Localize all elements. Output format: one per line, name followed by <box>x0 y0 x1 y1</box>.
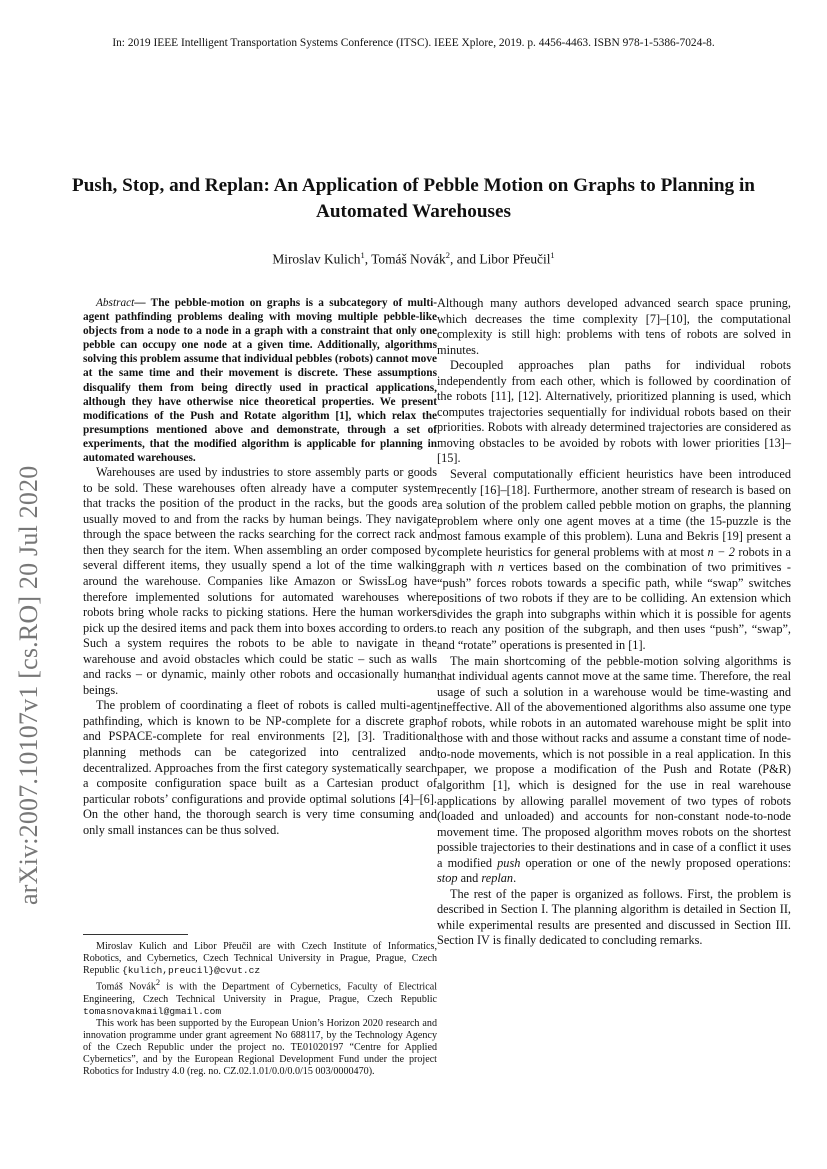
footnote-rule <box>83 934 188 935</box>
body-paragraph <box>437 467 791 654</box>
footnote-affiliation-1 <box>83 941 437 977</box>
author-separator: , <box>364 251 372 267</box>
footnote-affiliation-2 <box>83 977 437 1018</box>
text-run: The main shortcoming of the pebble-motion solving algorithms is that individual agents cannot move at the same time. Therefore, the real usage of such a solution in a warehouse would be time-wasting and ineffective. All of the abovementioned algorithms also assume one type of robots, while robots in an automated warehouse might be split into those with and those without racks and assume a constant time of node-to-node movements, which is not possible in a real application. In this paper, we propose a modification of the Push and Rotate (P&R) algorithm [1], which is designed for the use in real warehouse applications by allowing parallel movement of two types of robots (loaded and unloaded) and accounts for non-constant node-to-node movement time. The proposed algorithm moves robots on the shortest possible trajectories to their destinations and in case of a conflict it uses a modified <box>437 653 791 870</box>
body-paragraph: Decoupled approaches plan paths for individual robots independently from each other, which is followed by coordination of the robots [11], [12]. Alternatively, prioritized planning is used, which computes trajectories sequentially for individual robots based on their priorities. Robots with already determined trajectories are considered as moving obstacles to be avoided by robots with lower priorities [13]–[15]. <box>437 358 791 466</box>
text-run: Several computationally efficient heuristics have been introduced recently [16]–[18]. Furthermore, another stream of research is based on a solution of the problem called pebble motion on graphs, the planning problem where only one agent moves at a time (the 15-puzzle is the most famous example of this problem). Luna and Bekris [19] present a complete heuristics for general problems with at most <box>437 467 791 559</box>
author-name: Tomáš Novák <box>371 251 446 267</box>
footnotes <box>83 941 437 1078</box>
footnote-author: Tomáš Novák <box>96 981 156 993</box>
right-column <box>437 296 791 949</box>
text-run: operation or one of the newly proposed operations: <box>520 855 791 870</box>
text-run: robots in a graph with <box>437 544 791 575</box>
footnote-funding: This work has been supported by the European Union’s Horizon 2020 research and innovation programme under grant agreement No 688117, by the Technology Agency of the Czech Republic under the project no. TE01020197 “Centre for Applied Cybernetics”, and by the European Regional Development Fund under the project Robotics for Industry 4.0 (reg. no. CZ.02.1.01/0.0/0.0/15 003/0000470). <box>83 1017 437 1078</box>
author-affiliation: 1 <box>550 250 555 260</box>
emphasis: push <box>497 855 521 870</box>
text-run: vertices based on the combination of two primitives - “push” forces robots towards a specific path, while “swap” switches positions of two robots if they are to be colliding. An extension which divides the graph into subgraphs within which it is possible for agents to reach any position of the subgraph, and then uses “push”, “swap”, and “rotate” operations is presented in [1]. <box>437 560 791 653</box>
math-expression: n <box>497 560 504 575</box>
footnote-text: Miroslav Kulich and Libor Přeučil are with Czech Institute of Informatics, Robotics, and Cybernetics, Czech Technical University in Prague, Prague, Czech Republic <box>83 941 437 977</box>
publication-header: In: 2019 IEEE Intelligent Transportation Systems Conference (ITSC). IEEE Xplore, 2019. p. 4456-4463. ISBN 978-1-5386-7024-8. <box>112 37 715 49</box>
email-address: tomasnovakmail@gmail.com <box>83 1005 222 1017</box>
body-paragraph: The rest of the paper is organized as follows. First, the problem is described in Section I. The planning algorithm is detailed in Section II, while experimental results are presented and discussed in Section III. Section IV is finally dedicated to concluding remarks. <box>437 886 791 948</box>
footnote-text: is with the Department of Cybernetics, Faculty of Electrical Engineering, Czech Technical University in Prague, Prague, Czech Republic <box>83 981 437 1005</box>
author-name: Miroslav Kulich <box>272 251 361 267</box>
footnote-sup: 2 <box>155 978 161 988</box>
body-paragraph: The problem of coordinating a fleet of robots is called multi-agent pathfinding, which is known to be NP-complete for a discrete graph and PSPACE-complete for real environments [2], [3]. Traditional planning methods can be categorized into centralized and decentralized. Approaches from the first category systematically search a composite configuration space built as a Cartesian product of particular robots’ configurations and provide optimal solutions [4]–[6]. On the other hand, the thorough search is very time consuming and only small instances can be thus solved. <box>83 698 437 837</box>
abstract-lead: Abstract <box>96 297 135 309</box>
paper-title: Push, Stop, and Replan: An Application of Pebble Motion on Graphs to Planning in Automated Warehouses <box>72 175 755 222</box>
text-run: and <box>457 871 482 886</box>
email-address: {kulich,preucil}@cvut.cz <box>121 965 261 977</box>
body-paragraph <box>437 654 791 887</box>
body-paragraph: Although many authors developed advanced search space pruning, which decreases the time complexity [7]–[10], the computational complexity is still high: problems with tens of robots are solved in minutes. <box>437 296 791 357</box>
author-affiliation: 2 <box>445 250 450 260</box>
emphasis: replan <box>481 871 514 886</box>
author-list <box>0 250 827 267</box>
arxiv-sidebar-stamp: arXiv:2007.10107v1 [cs.RO] 20 Jul 2020 <box>14 465 43 905</box>
left-column <box>83 296 437 838</box>
text-run: . <box>513 871 517 886</box>
emphasis: stop <box>437 871 458 886</box>
author-affiliation: 1 <box>360 250 365 260</box>
abstract-dash: — <box>134 297 151 309</box>
author-name: Libor Přeučil <box>479 251 551 267</box>
author-separator: , and <box>450 251 480 267</box>
abstract <box>83 296 437 465</box>
body-paragraph: Warehouses are used by industries to store assembly parts or goods to be sold. These warehouses often already have a computer system that tracks the position of the product in the racks, but the goods are usually moved to and from the racks by human beings. They navigate through the space between the racks searching for the correct rack and then they search for the item. When assembling an order composed by several different items, they usually spend a lot of the time walking around the warehouse. Companies like Amazon or SwissLog have therefore implemented solutions for automated warehouses where robots bring whole racks to picking stations. Here the human workers pick up the desired items and pack them into boxes according to orders. Such a system requires the robots to be able to navigate in the warehouse and avoid obstacles which could be static – such as walls and racks – or dynamic, mainly other robots and occasionally human beings. <box>83 465 437 697</box>
math-expression: n − 2 <box>707 544 735 559</box>
abstract-text: The pebble-motion on graphs is a subcategory of multi-agent pathfinding problems dealing with moving multiple pebble-like objects from a node to a node in a graph with a constraint that only one pebble can occupy one node at a given time. Additionally, algorithms solving this problem assume that individual pebbles (robots) cannot move at the same time and their movement is discrete. These assumptions disqualify them from being directly used in practical applications, although they have otherwise nice theoretical properties. We present modifications of the Push and Rotate algorithm [1], which relax the presumptions mentioned above and demonstrate, through a set of experiments, that the modified algorithm is applicable for planning in automated warehouses. <box>83 297 438 465</box>
